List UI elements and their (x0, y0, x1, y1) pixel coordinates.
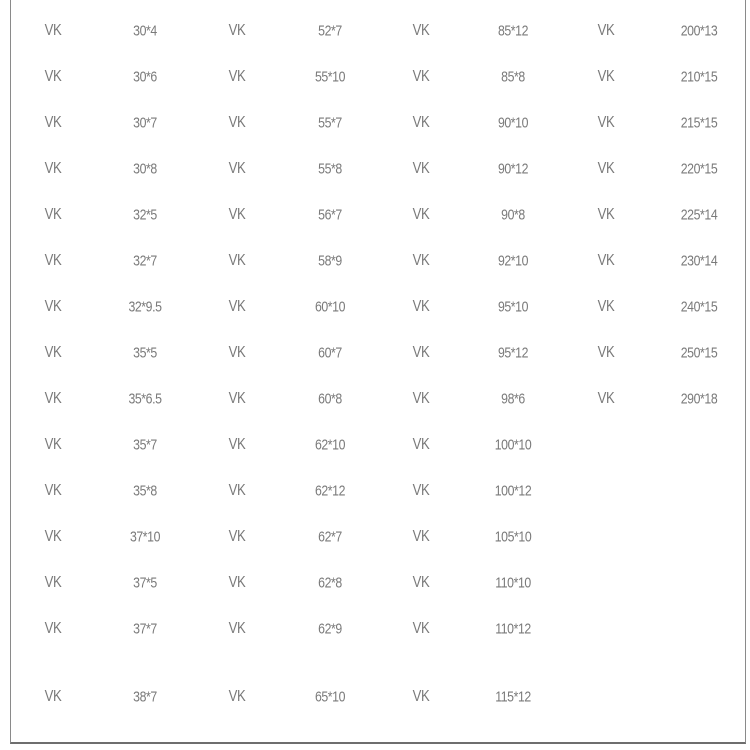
part-size: 92*10 (497, 252, 529, 270)
part-prefix: VK (228, 206, 246, 223)
part-prefix: VK (412, 160, 430, 177)
part-prefix: VK (412, 688, 430, 705)
part-size: 37*10 (129, 528, 161, 546)
part-size: 62*12 (314, 482, 346, 500)
part-size: 35*7 (133, 436, 157, 454)
part-prefix: VK (228, 436, 246, 453)
part-prefix: VK (412, 298, 430, 315)
part-size: 100*10 (494, 436, 532, 454)
part-size: 55*8 (318, 160, 342, 178)
part-prefix: VK (412, 482, 430, 499)
part-size: 100*12 (494, 482, 532, 500)
part-prefix: VK (597, 206, 615, 223)
part-size: 62*7 (318, 528, 342, 546)
part-prefix: VK (228, 528, 246, 545)
part-prefix: VK (228, 22, 246, 39)
part-size: 60*10 (314, 298, 346, 316)
part-size: 85*8 (501, 68, 525, 86)
part-size: 65*10 (314, 688, 346, 706)
part-prefix: VK (412, 528, 430, 545)
part-prefix: VK (228, 114, 246, 131)
part-size: 90*8 (501, 206, 525, 224)
part-size: 85*12 (497, 22, 529, 40)
part-prefix: VK (44, 298, 62, 315)
part-prefix: VK (44, 620, 62, 637)
part-prefix: VK (597, 252, 615, 269)
part-prefix: VK (228, 68, 246, 85)
part-prefix: VK (44, 528, 62, 545)
part-prefix: VK (228, 160, 246, 177)
part-size: 62*8 (318, 574, 342, 592)
part-size: 55*7 (318, 114, 342, 132)
part-size: 62*9 (318, 620, 342, 638)
part-size: 110*10 (495, 574, 531, 592)
part-prefix: VK (412, 344, 430, 361)
part-prefix: VK (44, 688, 62, 705)
part-prefix: VK (597, 22, 615, 39)
part-size: 115*12 (495, 688, 531, 706)
part-size: 105*10 (494, 528, 532, 546)
part-prefix: VK (412, 206, 430, 223)
part-prefix: VK (44, 206, 62, 223)
part-prefix: VK (597, 390, 615, 407)
part-size: 58*9 (318, 252, 342, 270)
part-prefix: VK (228, 574, 246, 591)
part-size: 200*13 (680, 22, 718, 40)
part-prefix: VK (44, 160, 62, 177)
part-prefix: VK (228, 620, 246, 637)
part-prefix: VK (412, 22, 430, 39)
part-size: 37*7 (133, 620, 157, 638)
part-size: 250*15 (680, 344, 718, 362)
part-size: 38*7 (133, 688, 157, 706)
part-size: 30*6 (133, 68, 157, 86)
part-size: 90*12 (497, 160, 529, 178)
part-prefix: VK (412, 68, 430, 85)
part-prefix: VK (597, 298, 615, 315)
part-size: 95*12 (497, 344, 529, 362)
part-prefix: VK (412, 574, 430, 591)
part-prefix: VK (44, 68, 62, 85)
part-prefix: VK (412, 252, 430, 269)
part-size: 52*7 (318, 22, 342, 40)
part-prefix: VK (597, 160, 615, 177)
part-prefix: VK (412, 390, 430, 407)
part-size: 210*15 (680, 68, 718, 86)
part-prefix: VK (412, 620, 430, 637)
part-prefix: VK (44, 436, 62, 453)
part-size: 55*10 (314, 68, 346, 86)
part-prefix: VK (228, 390, 246, 407)
part-prefix: VK (597, 68, 615, 85)
part-prefix: VK (228, 688, 246, 705)
part-prefix: VK (597, 344, 615, 361)
part-size: 35*5 (133, 344, 157, 362)
part-size: 225*14 (680, 206, 718, 224)
part-size: 35*8 (133, 482, 157, 500)
part-size: 60*7 (318, 344, 342, 362)
part-prefix: VK (44, 344, 62, 361)
part-size: 110*12 (495, 620, 531, 638)
part-size: 290*18 (680, 390, 718, 408)
part-prefix: VK (412, 436, 430, 453)
part-prefix: VK (44, 114, 62, 131)
part-size: 35*6.5 (128, 390, 162, 408)
part-prefix: VK (44, 252, 62, 269)
part-size: 37*5 (133, 574, 157, 592)
part-size: 220*15 (680, 160, 718, 178)
part-size: 215*15 (680, 114, 718, 132)
part-size: 30*4 (133, 22, 157, 40)
part-prefix: VK (228, 298, 246, 315)
part-prefix: VK (44, 574, 62, 591)
part-prefix: VK (228, 482, 246, 499)
part-size: 240*15 (680, 298, 718, 316)
part-prefix: VK (412, 114, 430, 131)
part-size: 60*8 (318, 390, 342, 408)
part-prefix: VK (597, 114, 615, 131)
part-size: 56*7 (318, 206, 342, 224)
part-size: 30*7 (133, 114, 157, 132)
part-size: 90*10 (497, 114, 529, 132)
part-size: 62*10 (314, 436, 346, 454)
part-prefix: VK (44, 482, 62, 499)
part-size: 32*9.5 (128, 298, 162, 316)
part-size: 30*8 (133, 160, 157, 178)
part-size: 95*10 (497, 298, 529, 316)
part-size: 32*5 (133, 206, 157, 224)
part-size: 32*7 (133, 252, 157, 270)
part-prefix: VK (44, 390, 62, 407)
part-size: 98*6 (501, 390, 525, 408)
part-size: 230*14 (680, 252, 718, 270)
part-prefix: VK (44, 22, 62, 39)
part-prefix: VK (228, 252, 246, 269)
part-prefix: VK (228, 344, 246, 361)
